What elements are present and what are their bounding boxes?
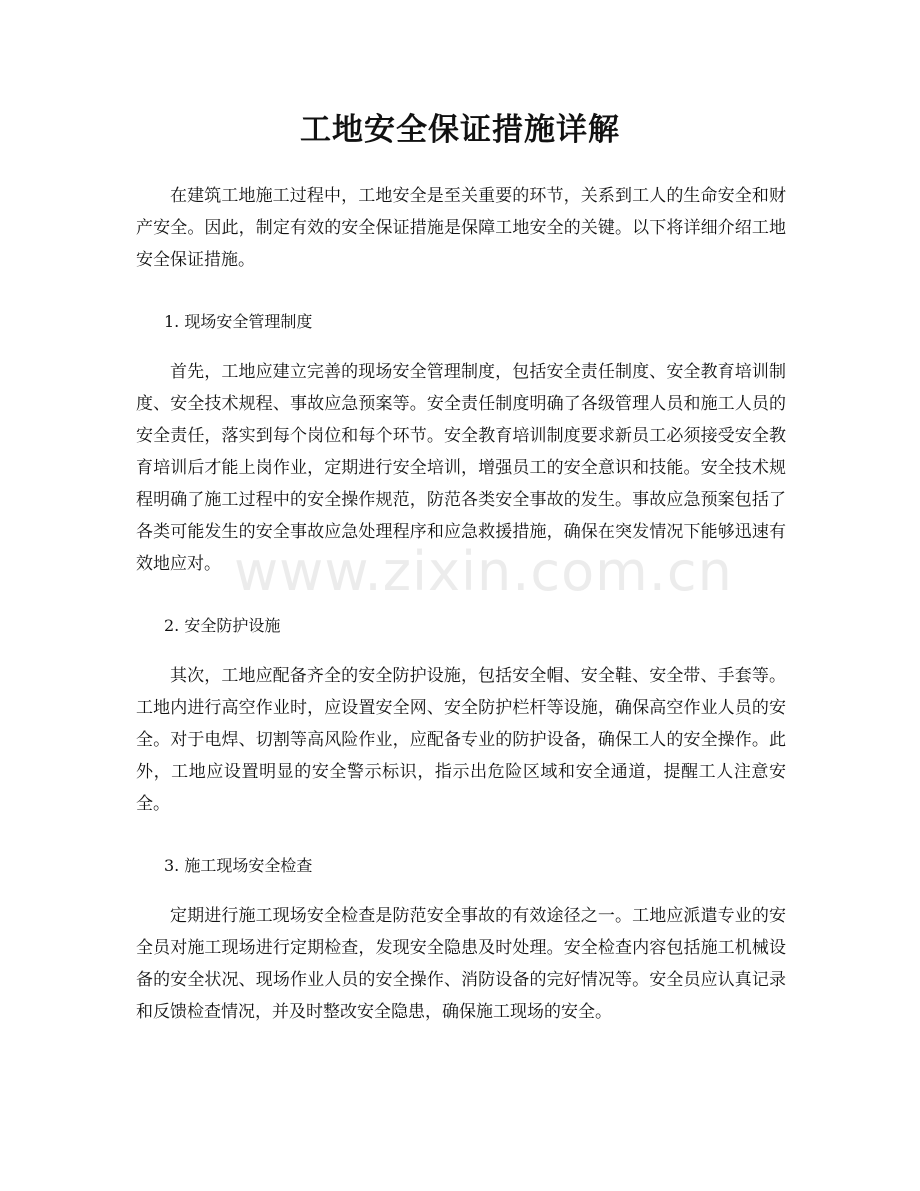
watermark: www.zixin.com.cn — [234, 540, 733, 603]
section-body-3: 定期进行施工现场安全检查是防范安全事故的有效途径之一。工地应派遣专业的安全员对施工现场进行定期检查，发现安全隐患及时处理。安全检查内容包括施工机械设备的安全状况、现场作业人员的安全操作、消防设备的完好情况等。安全员应认真记录和反馈检查情况，并及时整改安全隐患，确保施工现场的安全。 — [136, 906, 786, 1022]
intro-paragraph: 在建筑工地施工过程中，工地安全是至关重要的环节，关系到工人的生命安全和财产安全。因此，制定有效的安全保证措施是保障工地安全的关键。以下将详细介绍工地安全保证措施。 — [136, 186, 786, 270]
document-body — [136, 180, 786, 1058]
section-body-1: 首先，工地应建立完善的现场安全管理制度，包括安全责任制度、安全教育培训制度、安全技术规程、事故应急预案等。安全责任制度明确了各级管理人员和施工人员的安全责任，落实到每个岗位和每个环节。安全教育培训制度要求新员工必须接受安全教育培训后才能上岗作业，定期进行安全培训，增强员工的安全意识和技能。安全技术规程明确了施工过程中的安全操作规范，防范各类安全事故的发生。事故应急预案包括了各类可能发生的安全事故应急处理程序和应急救援措施，确保在突发情况下能够迅速有效地应对。 — [136, 362, 786, 574]
document-title: 工地安全保证措施详解 — [300, 112, 620, 148]
section-body-2: 其次，工地应配备齐全的安全防护设施，包括安全帽、安全鞋、安全带、手套等。工地内进行高空作业时，应设置安全网、安全防护栏杆等设施，确保高空作业人员的安全。对于电焊、切割等高风险作业，应配备专业的防护设备，确保工人的安全操作。此外，工地应设置明显的安全警示标识，指示出危险区域和安全通道，提醒工人注意安全。 — [136, 666, 786, 814]
section-heading-1: 1. 现场安全管理制度 — [164, 312, 313, 331]
section-heading-3: 3. 施工现场安全检查 — [164, 856, 313, 875]
section-heading-2: 2. 安全防护设施 — [164, 616, 281, 635]
